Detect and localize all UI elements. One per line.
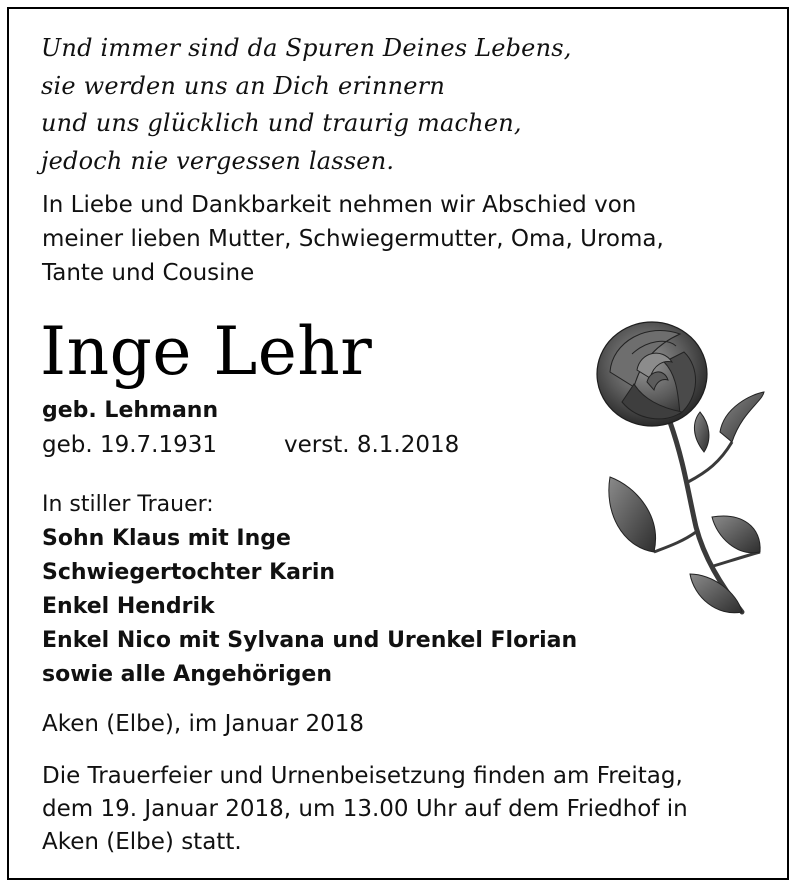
poem [41,30,572,180]
service-line: Aken (Elbe) statt. [42,829,242,855]
farewell-line: In Liebe und Dankbarkeit nehmen wir Abschied von [42,192,637,218]
mourner: Enkel Hendrik [42,594,215,619]
rose-icon [592,312,772,632]
farewell-text [42,188,742,290]
birth-date: geb. 19.7.1931 [42,432,218,458]
poem-line: sie werden uns an Dich erinnern [41,71,445,100]
farewell-line: meiner lieben Mutter, Schwiegermutter, Oma, Uroma, [42,226,664,252]
maiden-name: geb. Lehmann [42,398,219,423]
place-date: Aken (Elbe), im Januar 2018 [42,711,365,737]
deceased-name: Inge Lehr [40,313,373,390]
life-dates [42,428,460,462]
mourner: Enkel Nico mit Sylvana und Urenkel Florian [42,628,578,653]
death-date: verst. 8.1.2018 [284,432,460,458]
service-info [42,760,762,859]
service-line: dem 19. Januar 2018, um 13.00 Uhr auf dem Friedhof in [42,796,688,822]
mourner: Sohn Klaus mit Inge [42,526,291,551]
poem-line: Und immer sind da Spuren Deines Lebens, [41,34,572,62]
poem-line: und uns glücklich und traurig machen, [41,109,522,137]
poem-line: jedoch nie vergessen lassen. [41,146,395,175]
mourner: Schwiegertochter Karin [42,560,336,585]
mourners-list [42,488,577,692]
mourners-heading: In stiller Trauer: [42,492,214,517]
farewell-line: Tante und Cousine [42,260,255,286]
mourner: sowie alle Angehörigen [42,662,333,687]
service-line: Die Trauerfeier und Urnenbeisetzung finden am Freitag, [42,763,683,789]
